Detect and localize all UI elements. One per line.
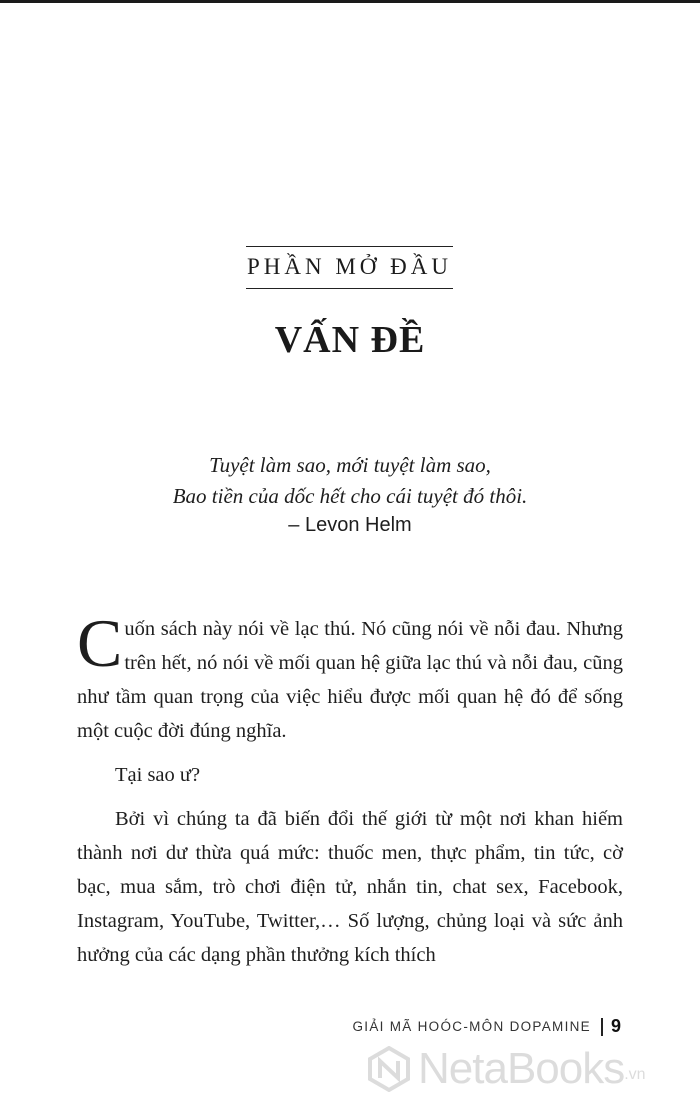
epigraph-line-2: Bao tiền của dốc hết cho cái tuyệt đó thôi. — [172, 484, 528, 508]
chapter-title: VẤN ĐỀ — [274, 319, 426, 361]
page-footer — [352, 1016, 621, 1037]
body-text — [77, 605, 623, 972]
paragraph-1-text: uốn sách này nói về lạc thú. Nó cũng nói về nỗi đau. Nhưng trên hết, nó nói về mối quan hệ giữa lạc thú và nỗi đau, cũng như tầm quan trọng của việc hiểu được mối quan hệ đó để sống một cuộc đời đúng nghĩa. — [77, 618, 623, 742]
footer-divider — [601, 1018, 603, 1036]
watermark-suffix: .vn — [624, 1066, 646, 1083]
page-number: 9 — [610, 1016, 621, 1036]
rule-bottom — [246, 288, 453, 289]
paragraph-1 — [77, 605, 623, 748]
running-footer-title: GIẢI MÃ HOÓC-MÔN DOPAMINE — [352, 1019, 591, 1034]
part-heading — [246, 246, 453, 289]
epigraph-attribution: – Levon Helm — [288, 514, 412, 536]
top-border-line — [0, 0, 700, 3]
watermark-brand: NetaBooks — [418, 1044, 625, 1093]
epigraph — [0, 450, 700, 512]
watermark — [366, 1044, 646, 1094]
netabooks-logo-icon — [366, 1046, 412, 1092]
part-label: PHẦN MỞ ĐẦU — [246, 254, 452, 279]
paragraph-2: Tại sao ư? — [115, 764, 201, 786]
drop-cap: C — [77, 605, 123, 681]
paragraph-3: Bởi vì chúng ta đã biến đổi thế giới từ một nơi khan hiếm thành nơi dư thừa quá mức: thuốc men, thực phẩm, tin tức, cờ bạc, mua sắm, trò chơi điện tử, nhắn tin, chat sex, Facebook, Instagram, YouTube, Twitter,… Số lượng, chủng loại và sức ảnh hưởng của các dạng phần thưởng kích thích — [77, 808, 623, 966]
epigraph-line-1: Tuyệt làm sao, mới tuyệt làm sao, — [209, 453, 491, 477]
